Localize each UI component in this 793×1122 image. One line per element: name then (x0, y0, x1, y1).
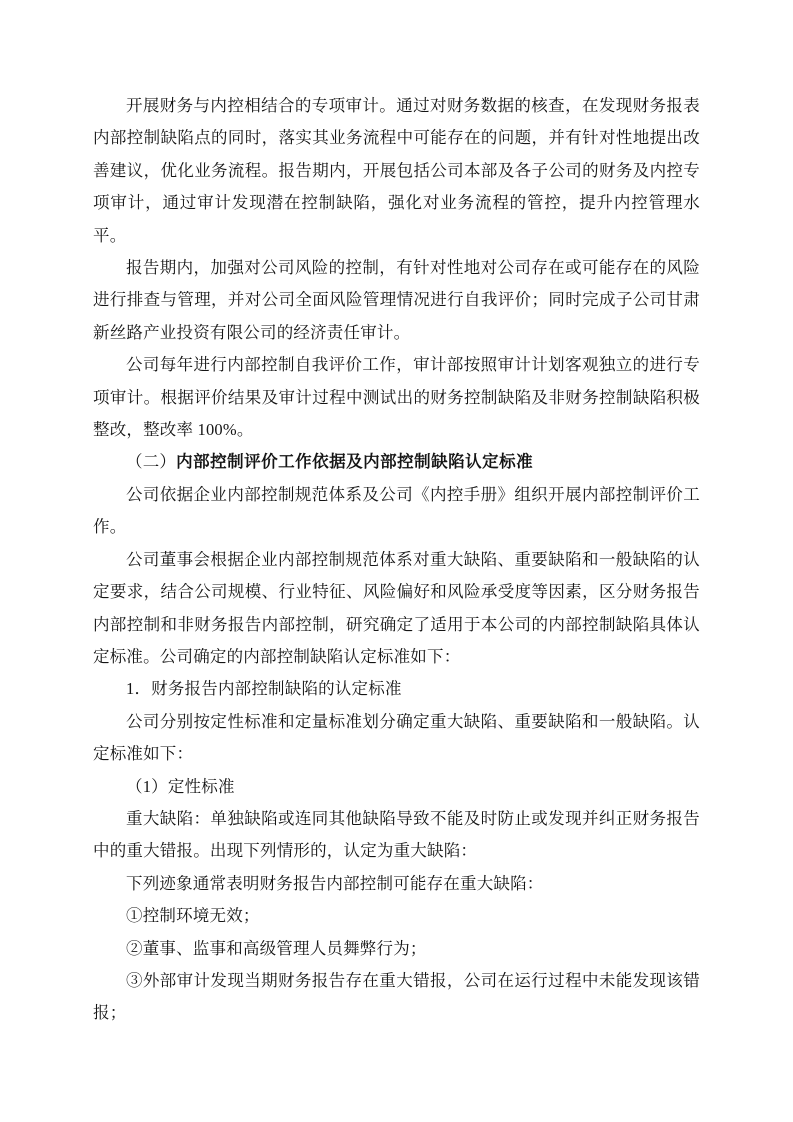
document-content (93, 90, 700, 1030)
paragraph: ②董事、监事和高级管理人员舞弊行为； (126, 938, 427, 958)
paragraph: （1）定性标准 (126, 776, 235, 796)
paragraph: 重大缺陷：单独缺陷或连同其他缺陷导致不能及时防止或发现并纠正财务报告中的重大错报。出现下列情形的，认定为重大缺陷： (93, 808, 700, 861)
paragraph: 公司分别按定性标准和定量标准划分确定重大缺陷、重要缺陷和一般缺陷。认定标准如下： (93, 711, 700, 764)
section-heading-text: 内部控制评价工作依据及内部控制缺陷认定标准 (176, 453, 534, 472)
paragraph: ③外部审计发现当期财务报告存在重大错报，公司在运行过程中未能发现该错报； (93, 970, 700, 1023)
paragraph: 报告期内，加强对公司风险的控制，有针对性地对公司存在或可能存在的风险进行排查与管理，并对公司全面风险管理情况进行自我评价；同时完成子公司甘肃新丝路产业投资有限公司的经济责任审计。 (93, 258, 700, 342)
paragraph: ①控制环境无效； (126, 906, 260, 926)
paragraph: 开展财务与内控相结合的专项审计。通过对财务数据的核查，在发现财务报表内部控制缺陷点的同时，落实其业务流程中可能存在的问题，并有针对性地提出改善建议，优化业务流程。报告期内，开展包括公司本部及各子公司的财务及内控专项审计，通过审计发现潜在控制缺陷，强化对业务流程的管控，提升内控管理水平。 (93, 96, 700, 245)
paragraph: 1．财务报告内部控制缺陷的认定标准 (126, 679, 402, 699)
paragraph: 公司依据企业内部控制规范体系及公司《内控手册》组织开展内部控制评价工作。 (93, 484, 700, 537)
paragraph: 公司每年进行内部控制自我评价工作，审计部按照审计计划客观独立的进行专项审计。根据评价结果及审计过程中测试出的财务控制缺陷及非财务控制缺陷积极整改，整改率 100%。 (93, 355, 700, 440)
paragraph: 公司董事会根据企业内部控制规范体系对重大缺陷、重要缺陷和一般缺陷的认定要求，结合公司规模、行业特征、风险偏好和风险承受度等因素，区分财务报告内部控制和非财务报告内部控制，研究确定了适用于本公司的内部控制缺陷具体认定标准。公司确定的内部控制缺陷认定标准如下： (93, 549, 700, 666)
section-heading-number: （二） (126, 452, 177, 472)
paragraph: 下列迹象通常表明财务报告内部控制可能存在重大缺陷： (126, 873, 544, 893)
section-heading (93, 446, 700, 478)
